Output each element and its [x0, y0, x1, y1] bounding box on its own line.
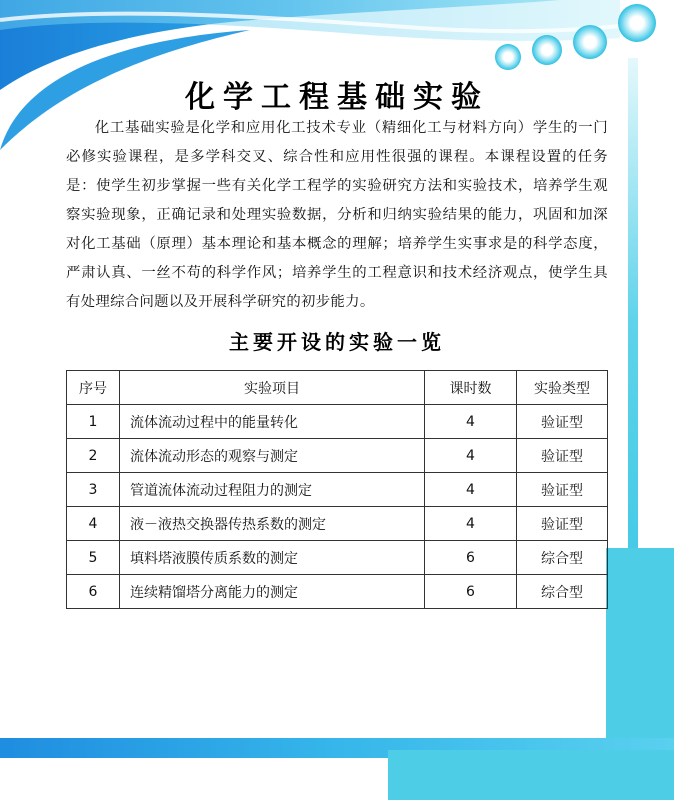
cell-type: 综合型	[517, 541, 608, 575]
cell-no: 5	[67, 541, 120, 575]
cell-type: 综合型	[517, 575, 608, 609]
table-row	[67, 575, 608, 609]
cell-hours: 6	[425, 575, 517, 609]
cell-no: 6	[67, 575, 120, 609]
cell-name: 管道流体流动过程阻力的测定	[120, 473, 425, 507]
cell-name: 连续精馏塔分离能力的测定	[120, 575, 425, 609]
cell-no: 1	[67, 405, 120, 439]
cell-hours: 4	[425, 439, 517, 473]
cell-name: 填料塔液膜传质系数的测定	[120, 541, 425, 575]
header-no: 序号	[67, 371, 120, 405]
experiment-table	[66, 370, 608, 609]
header-hours: 课时数	[425, 371, 517, 405]
table-heading: 主要开设的实验一览	[229, 330, 445, 354]
cell-hours: 4	[425, 473, 517, 507]
cell-name: 液－液热交换器传热系数的测定	[120, 507, 425, 541]
cell-name: 流体流动形态的观察与测定	[120, 439, 425, 473]
cell-hours: 6	[425, 541, 517, 575]
table-row	[67, 473, 608, 507]
page-title: 化学工程基础实验	[185, 80, 489, 115]
cell-type: 验证型	[517, 439, 608, 473]
cell-name: 流体流动过程中的能量转化	[120, 405, 425, 439]
table-row	[67, 541, 608, 575]
header-name: 实验项目	[120, 371, 425, 405]
table-header-row	[67, 371, 608, 405]
table-row	[67, 405, 608, 439]
table-row	[67, 439, 608, 473]
cell-type: 验证型	[517, 473, 608, 507]
cell-hours: 4	[425, 507, 517, 541]
cell-type: 验证型	[517, 405, 608, 439]
header-type: 实验类型	[517, 371, 608, 405]
cell-hours: 4	[425, 405, 517, 439]
intro-paragraph: 化工基础实验是化学和应用化工技术专业（精细化工与材料方向）学生的一门必修实验课程，是多学科交叉、综合性和应用性很强的课程。本课程设置的任务是：使学生初步掌握一些有关化学工程学的实验研究方法和实验技术，培养学生观察实验现象，正确记录和处理实验数据，分析和归纳实验结果的能力，巩固和加深对化工基础（原理）基本理论和基本概念的理解；培养学生实事求是的科学态度，严肃认真、一丝不苟的科学作风；培养学生的工程意识和技术经济观点，使学生具有处理综合问题以及开展科学研究的初步能力。	[66, 120, 608, 310]
cell-no: 2	[67, 439, 120, 473]
cell-no: 3	[67, 473, 120, 507]
table-row	[67, 507, 608, 541]
cell-type: 验证型	[517, 507, 608, 541]
cell-no: 4	[67, 507, 120, 541]
